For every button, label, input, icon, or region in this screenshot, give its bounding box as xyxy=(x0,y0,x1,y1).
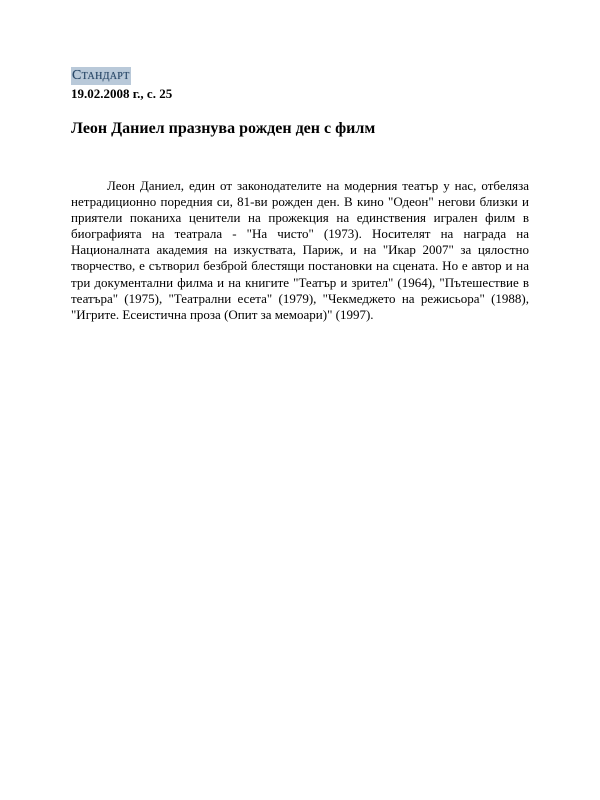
newspaper-masthead-logo: Стандарт xyxy=(72,68,130,83)
publication-dateline: 19.02.2008 г., с. 25 xyxy=(71,86,173,101)
article-body: Леон Даниел, един от законодателите на модерния театър у нас, отбеляза нетрадиционно поредния си, 81-ви рожден ден. В кино "Одеон" негови близки и приятели поканиха ценители на прожекция на единствения игрален филм в биографията на театрала - "На чисто" (1973). Носителят на награда на Националната академия на изкуствата, Париж, и на "Икар 2007" за цялостно творчество, е сътворил безброй блестящи постановки на сцената. Но е автор и на три документални филма и на книгите "Театър и зрител" (1964), "Пътешествие в театъра" (1975), "Театрални есета" (1979), "Чекмеджето на режисьора" (1988), "Игрите. Есеистична проза (Опит за мемоари)" (1997). xyxy=(71,178,529,322)
article-headline: Леон Даниел празнува рожден ден с филм xyxy=(71,120,376,137)
